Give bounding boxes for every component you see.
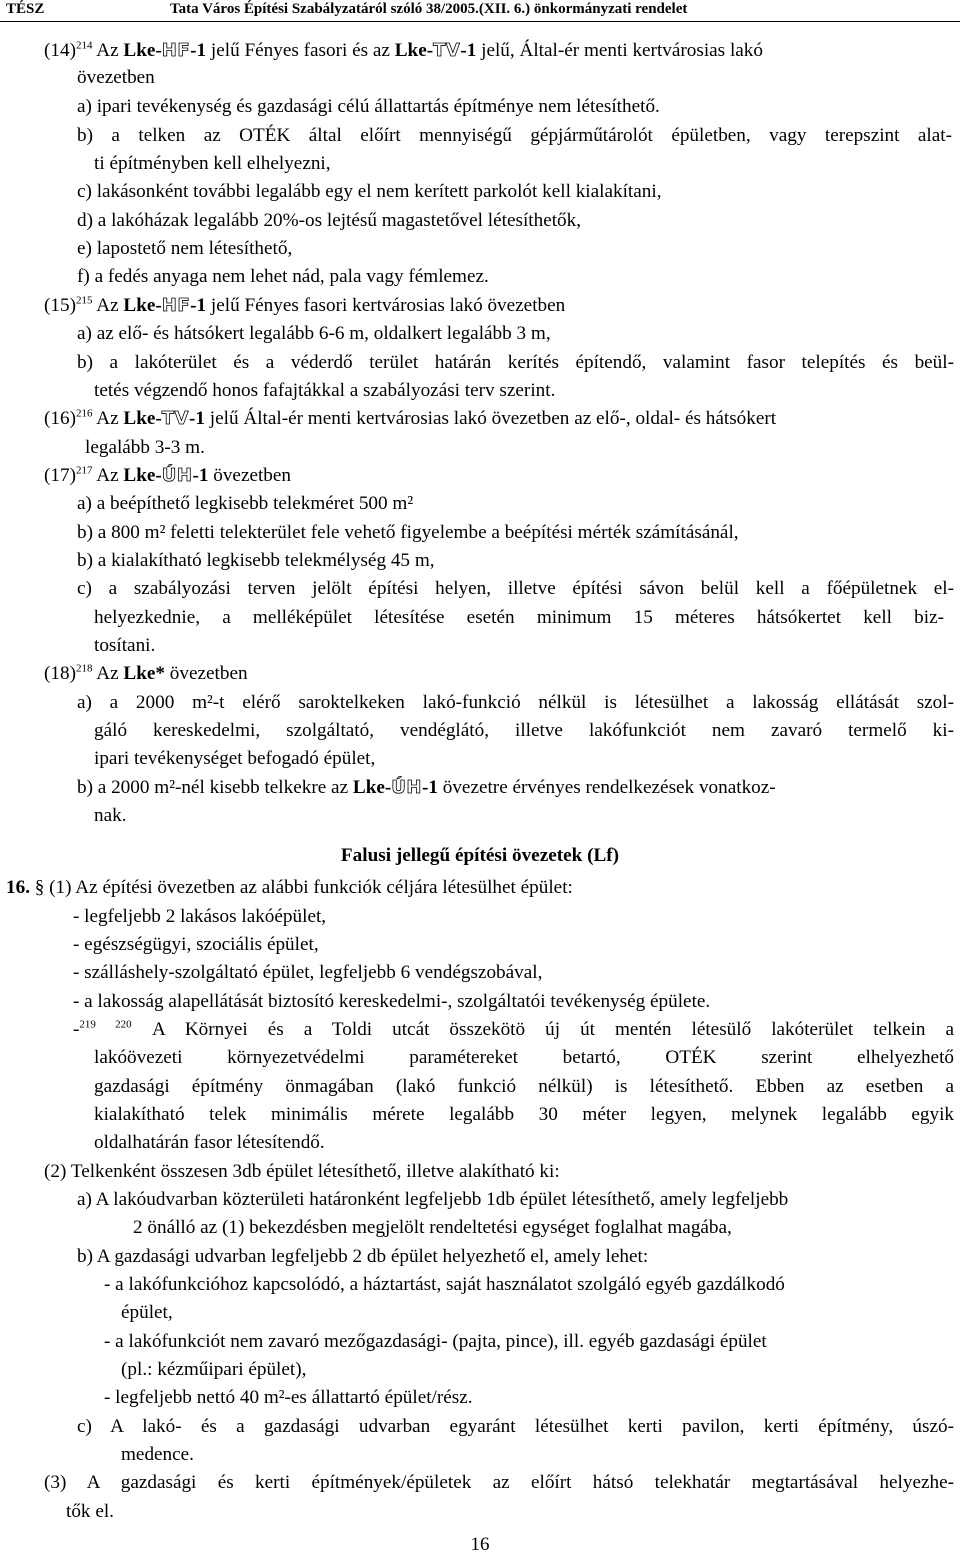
header-rule xyxy=(0,21,960,22)
s16-item4: - a lakosság alapellátását biztosító kereskedelmi-, szolgáltatói tevékenység épülete. xyxy=(73,991,711,1012)
p16-line1 xyxy=(44,407,776,431)
p18-line1 xyxy=(44,662,248,686)
s16-p1 xyxy=(6,876,573,900)
s16-item2: - egészségügyi, szociális épület, xyxy=(73,934,319,955)
zone-code-suffix: -1 xyxy=(192,465,209,486)
p18-pre: Az xyxy=(96,663,124,684)
p14-d: d) a lakóházak legalább 20%-os lejtésű magastetővel létesíthetők, xyxy=(77,210,582,231)
s16-item5-a: A Környei és a Toldi utcát összekötö új út mentén létesülő lakóterület telkein a xyxy=(152,1019,954,1040)
s16-p3a: (3) A gazdasági és kerti építmények/épületek az előírt hátsó telekhatár megtartásával helyezhe- xyxy=(44,1472,954,1493)
p18-a2: gáló kereskedelmi, szolgáltató, vendéglátó, illetve lakófunkciót nem zavaró termelő ki- xyxy=(94,720,954,741)
zone-code-outline: ÚH xyxy=(391,777,422,798)
p17-b: b) a 800 m² feletti telekterület fele vehető figyelembe a beépítési mérték számításánál, xyxy=(77,522,739,543)
zone-code-prefix: Lke- xyxy=(123,295,162,316)
zone-code-suffix: -1 xyxy=(190,40,207,61)
zone-code-suffix: -1 xyxy=(190,295,207,316)
p17-number: (17) xyxy=(44,465,76,486)
p15-line1 xyxy=(44,294,565,318)
zone-code: Lke* xyxy=(123,663,165,684)
zone-code-prefix: Lke- xyxy=(352,777,392,798)
s16-item5-c: gazdasági építmény önmagában (lakó funkció nélkül) is létesíthető. Ebben az esetben a xyxy=(94,1076,954,1097)
s16-b4: - a lakófunkciót nem zavaró mezőgazdasági- (pajta, pince), ill. egyéb gazdasági épület xyxy=(104,1331,767,1352)
p18-b2: nak. xyxy=(94,805,127,826)
zone-code-outline: TV xyxy=(433,40,461,61)
p14-line2: övezetben xyxy=(77,67,155,88)
p14-a: a) ipari tevékenység és gazdasági célú állattartás építménye nem létesíthető. xyxy=(77,96,660,117)
p17-a: a) a beépíthető legkisebb telekméret 500 m² xyxy=(77,493,414,514)
s16-p1-text: (1) Az építési övezetben az alábbi funkciók céljára létesülhet épület: xyxy=(44,877,573,898)
zone-code-outline: HF xyxy=(161,295,191,316)
zone-code-prefix: Lke- xyxy=(394,40,434,61)
p18-b1-post: övezetre érvényes rendelkezések vonatkoz- xyxy=(437,777,776,798)
footnote-ref-220: 220 xyxy=(115,1018,132,1031)
footnote-ref-217: 217 xyxy=(75,464,93,477)
section-number: 16. xyxy=(6,877,30,898)
s16-item5-d: kialakítható telek minimális mérete legalább 30 méter legyen, melynek legalább egyik xyxy=(94,1104,954,1125)
zone-code-prefix: Lke- xyxy=(123,408,162,429)
p18-a1: a) a 2000 m²-t elérő saroktelkeken lakó-funkció nélkül is létesülhet a lakosság ellátását szol- xyxy=(77,692,954,713)
dash: - xyxy=(73,1019,80,1040)
p14-b1: b) a telken az OTÉK által előírt mennyiségű gépjárműtárolót épületben, vagy terepszint alat- xyxy=(77,125,952,146)
p17-b-second: b) a kialakítható legkisebb telekmélység 45 m, xyxy=(77,550,435,571)
p14-post: jelű, Által-ér menti kertvárosias lakó xyxy=(476,40,763,61)
p16-line2: legalább 3-3 m. xyxy=(85,437,205,458)
header-title: Tata Város Építési Szabályzatáról szóló 38/2005.(XII. 6.) önkormányzati rendelet xyxy=(170,1,688,17)
p16-post: jelű Által-ér menti kertvárosias lakó övezetben az elő-, oldal- és hátsókert xyxy=(204,408,777,429)
s16-c2: medence. xyxy=(121,1444,194,1465)
p18-b1-pre: b) a 2000 m²-nél kisebb telkekre az xyxy=(77,777,353,798)
s16-b5: (pl.: kézműipari épület), xyxy=(121,1359,307,1380)
s16-c1: c) A lakó- és a gazdasági udvarban egyaránt létesülhet kerti pavilon, kerti építmény, úszó- xyxy=(77,1416,954,1437)
p15-number: (15) xyxy=(44,295,76,316)
zone-code-prefix: Lke- xyxy=(123,465,162,486)
p17-c2: helyezkednie, a melléképület létesítése esetén minimum 15 méteres hátsókertet kell biz- xyxy=(94,607,944,628)
p14-number: (14) xyxy=(44,40,76,61)
s16-item5-lead xyxy=(73,1018,132,1042)
s16-item3: - szálláshely-szolgáltató épület, legfeljebb 6 vendégszobával, xyxy=(73,962,543,983)
p15-pre: Az xyxy=(96,295,124,316)
p15-b2: tetés végzendő honos fafajtákkal a szabályozási terv szerint. xyxy=(94,380,556,401)
footnote-ref-214: 214 xyxy=(75,39,93,52)
s16-a2: 2 önálló az (1) bekezdésben megjelölt rendeltetési egységet foglalhat magába, xyxy=(133,1217,732,1238)
p14-e: e) lapostető nem létesíthető, xyxy=(77,238,293,259)
section-sign: § xyxy=(34,877,45,898)
p15-a: a) az elő- és hátsókert legalább 6-6 m, oldalkert legalább 3 m, xyxy=(77,323,551,344)
s16-item1: - legfeljebb 2 lakásos lakóépület, xyxy=(73,906,327,927)
p14-f: f) a fedés anyaga nem lehet nád, pala vagy fémlemez. xyxy=(77,266,489,287)
p17-c1: c) a szabályozási terven jelölt építési helyen, illetve építési sávon belül kell a főépületnek el- xyxy=(77,578,954,599)
p14-pre: Az xyxy=(96,40,124,61)
footnote-ref-216: 216 xyxy=(75,407,93,420)
p16-number: (16) xyxy=(44,408,76,429)
s16-item5-e: oldalhatárán fasor létesítendő. xyxy=(94,1132,325,1153)
p14-b2: ti építményben kell elhelyezni, xyxy=(94,153,331,174)
s16-b3: épület, xyxy=(121,1302,173,1323)
p16-pre: Az xyxy=(96,408,124,429)
s16-a1: a) A lakóudvarban közterületi határonként legfeljebb 1db épület létesíthető, amely legfeljebb xyxy=(77,1189,789,1210)
zone-code-suffix: -1 xyxy=(421,777,438,798)
zone-code-suffix: -1 xyxy=(460,40,477,61)
p18-post: övezetben xyxy=(164,663,248,684)
p17-c3: tosítani. xyxy=(94,635,156,656)
p14-mid: jelű Fényes fasori és az xyxy=(206,40,395,61)
footnote-ref-218: 218 xyxy=(75,662,93,675)
s16-b2: - a lakófunkcióhoz kapcsolódó, a háztartást, saját használatot szolgáló egyéb gazdálkodó xyxy=(104,1274,785,1295)
zone-code-suffix: -1 xyxy=(188,408,205,429)
s16-item5-b: lakóövezeti környezetvédelmi paramétereket betartó, OTÉK szerint elhelyezhető xyxy=(94,1047,954,1068)
s16-p2: (2) Telkenként összesen 3db épület létesíthető, illetve alakítható ki: xyxy=(44,1161,560,1182)
header-left: TÉSZ xyxy=(6,1,45,17)
footnote-ref-215: 215 xyxy=(75,294,93,307)
running-header xyxy=(0,0,960,22)
s16-b1: b) A gazdasági udvarban legfeljebb 2 db épület helyezhető el, amely lehet: xyxy=(77,1246,649,1267)
p15-post: jelű Fényes fasori kertvárosias lakó övezetben xyxy=(206,295,566,316)
footnote-ref-219: 219 xyxy=(79,1018,96,1031)
zone-code-outline: TV xyxy=(161,408,189,429)
zone-code-outline: HF xyxy=(161,40,191,61)
p17-post: övezetben xyxy=(208,465,292,486)
s16-p3b: tők el. xyxy=(66,1501,114,1522)
p15-b1: b) a lakóterület és a véderdő terület határán kerítés építendő, valamint fasor telepítés és beül- xyxy=(77,352,954,373)
p17-pre: Az xyxy=(96,465,124,486)
p14-line1 xyxy=(44,39,763,63)
p14-c: c) lakásonként további legalább egy el nem kerített parkolót kell kialakítani, xyxy=(77,181,662,202)
zone-code-prefix: Lke- xyxy=(123,40,162,61)
p18-b1 xyxy=(77,776,776,800)
p17-line1 xyxy=(44,464,291,488)
s16-b6: - legfeljebb nettó 40 m²-es állattartó épület/rész. xyxy=(104,1387,473,1408)
section-title: Falusi jellegű építési övezetek (Lf) xyxy=(340,845,620,866)
page-number: 16 xyxy=(470,1534,490,1555)
p18-a3: ipari tevékenységet befogadó épület, xyxy=(94,748,376,769)
zone-code-outline: ÚH xyxy=(161,465,193,486)
p18-number: (18) xyxy=(44,663,76,684)
